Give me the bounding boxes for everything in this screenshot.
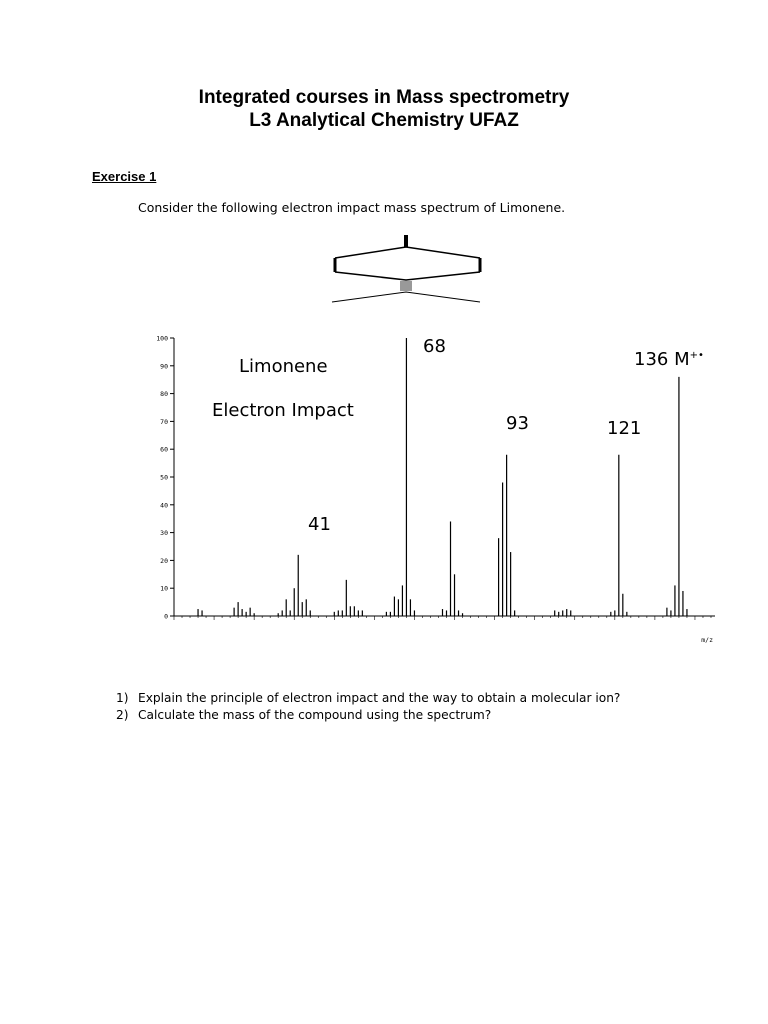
title-line-2: L3 Analytical Chemistry UFAZ	[249, 110, 519, 131]
chart-annotations	[212, 336, 704, 535]
y-tick-label: 0	[164, 612, 168, 621]
question-text: Explain the principle of electron impact and the way to obtain a molecular ion?	[138, 691, 621, 705]
y-tick-label: 40	[160, 501, 168, 510]
y-tick-label: 50	[160, 473, 168, 482]
peak-label-41: 41	[308, 514, 331, 535]
y-tick-label: 30	[160, 529, 168, 538]
peak-label-136: 136 M+•	[634, 349, 704, 370]
chart-peaks	[198, 338, 687, 616]
question-number: 1)	[116, 691, 129, 705]
peak-label-121: 121	[607, 418, 642, 439]
y-tick-label: 10	[160, 584, 168, 593]
y-tick-label: 100	[156, 334, 168, 343]
question-text: Calculate the mass of the compound using the spectrum?	[138, 708, 492, 722]
peak-label-93: 93	[506, 413, 529, 434]
question-number: 2)	[116, 708, 129, 722]
exercise-heading: Exercise 1	[92, 169, 157, 184]
mass-spectrum-chart	[140, 330, 730, 650]
y-tick-label: 80	[160, 390, 168, 399]
question-item	[116, 707, 620, 724]
y-tick-label: 70	[160, 417, 168, 426]
title-line-1: Integrated courses in Mass spectrometry	[198, 87, 570, 108]
y-tick-label: 90	[160, 362, 168, 371]
intro-text: Consider the following electron impact mass spectrum of Limonene.	[138, 200, 566, 215]
y-tick-label: 20	[160, 556, 168, 565]
peak-label-68: 68	[423, 336, 446, 357]
question-item	[116, 690, 620, 707]
x-axis-label: m/z	[701, 636, 713, 644]
limonene-structure-image	[330, 232, 490, 304]
compound-label: Limonene	[239, 356, 328, 377]
y-tick-label: 60	[160, 445, 168, 454]
ionization-label: Electron Impact	[212, 400, 354, 421]
chart-axes	[156, 335, 715, 645]
questions-list	[116, 690, 620, 724]
